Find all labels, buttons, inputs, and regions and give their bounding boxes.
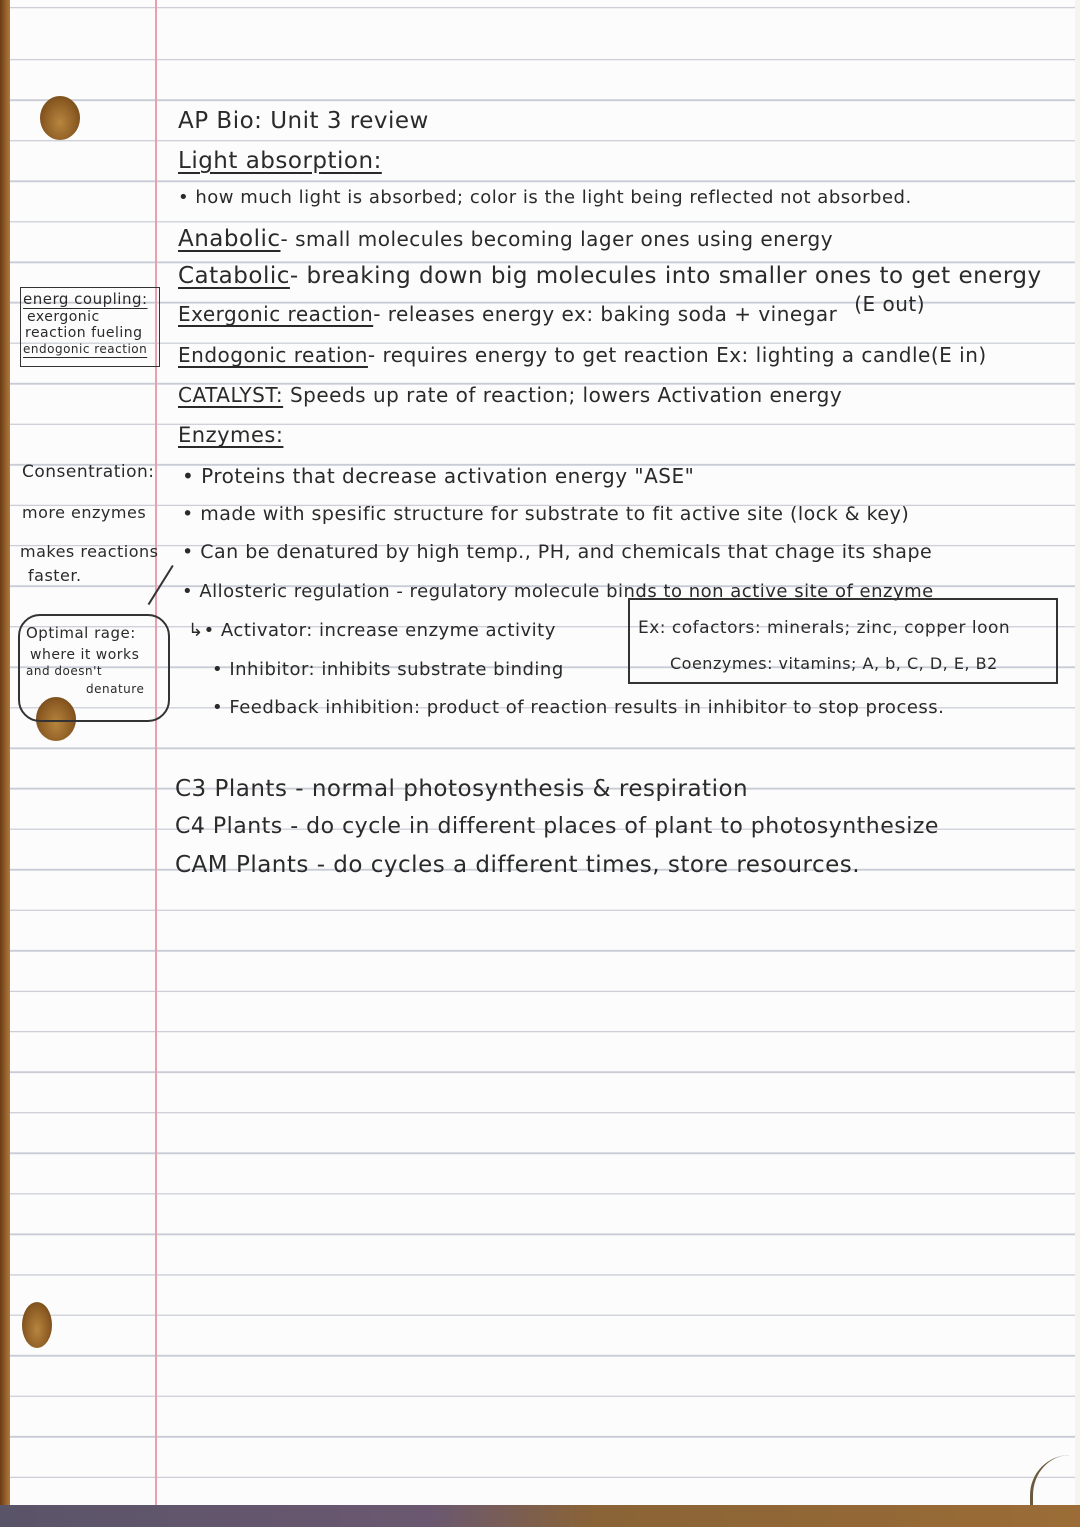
energy-coupling-box	[20, 287, 160, 367]
exergonic-note: (E out)	[854, 292, 926, 316]
page-title: AP Bio: Unit 3 review	[178, 108, 429, 134]
catabolic-line	[178, 263, 1042, 289]
enzyme-bullet-4: • Allosteric regulation - regulatory molecule binds to non active site of enzyme	[182, 581, 934, 602]
concentration-line-1: Consentration:	[22, 462, 155, 482]
desk-surface	[0, 1505, 1080, 1527]
endergonic-term: Endogonic reation	[178, 343, 368, 367]
concentration-line-3: makes reactions	[20, 542, 159, 561]
enzyme-bullet-2: • made with spesific structure for substrate to fit active site (lock & key)	[182, 503, 910, 525]
example-coenzymes: Coenzymes: vitamins; A, b, C, D, E, B2	[670, 654, 998, 673]
optimal-range-line-2: where it works	[30, 647, 140, 663]
catalyst-definition: Speeds up rate of reaction; lowers Activation energy	[289, 383, 843, 407]
energy-coupling-line-1: exergonic	[27, 309, 100, 325]
optimal-range-line-4: denature	[86, 682, 145, 696]
concentration-line-4: faster.	[28, 566, 82, 585]
endergonic-definition: - requires energy to get reaction Ex: lighting a candle	[367, 343, 931, 367]
example-cofactors: Ex: cofactors: minerals; zinc, copper loon	[638, 618, 1011, 638]
concentration-line-2: more enzymes	[22, 503, 147, 522]
exergonic-line	[178, 292, 926, 326]
enzyme-bullet-1: • Proteins that decrease activation energy "ASE"	[182, 464, 695, 488]
enzyme-bullet-3: • Can be denatured by high temp., PH, and chemicals that chage its shape	[182, 541, 933, 563]
energy-coupling-heading: energ coupling:	[23, 290, 148, 308]
enzyme-feedback-inhibition: • Feedback inhibition: product of reaction results in inhibitor to stop process.	[212, 697, 945, 718]
margin-line	[155, 0, 157, 1510]
energy-coupling-line-3: endogonic reaction	[23, 342, 148, 356]
anabolic-term: Anabolic	[178, 226, 281, 252]
catalyst-line	[178, 383, 842, 407]
enzyme-activator: ↳• Activator: increase enzyme activity	[188, 620, 556, 641]
anabolic-line	[178, 226, 833, 252]
energy-coupling-line-2: reaction fueling	[25, 325, 143, 341]
exergonic-definition: - releases energy ex: baking soda + vinegar	[373, 302, 838, 326]
endergonic-note: (E in)	[930, 343, 987, 367]
binder-hole-top	[40, 96, 80, 140]
example-box	[628, 598, 1058, 684]
cam-plants-line: CAM Plants - do cycles a different times, store resources.	[175, 852, 861, 878]
catabolic-term: Catabolic	[178, 263, 290, 289]
catabolic-definition: - breaking down big molecules into smaller ones to get energy	[289, 263, 1042, 289]
exergonic-term: Exergonic reaction	[178, 302, 374, 326]
anabolic-definition: - small molecules becoming lager ones using energy	[280, 227, 834, 251]
light-absorption-bullet: • how much light is absorbed; color is the light being reflected not absorbed.	[178, 187, 912, 208]
endergonic-line	[178, 343, 987, 367]
c4-plants-line: C4 Plants - do cycle in different places of plant to photosynthesize	[175, 814, 939, 839]
c3-plants-line: C3 Plants - normal photosynthesis & respiration	[175, 776, 749, 802]
optimal-range-line-1: Optimal rage:	[26, 624, 136, 642]
heading-enzymes: Enzymes:	[178, 423, 284, 447]
enzyme-inhibitor: • Inhibitor: inhibits substrate binding	[212, 659, 564, 680]
heading-light-absorption: Light absorption:	[178, 148, 382, 174]
catalyst-term: CATALYST:	[178, 383, 284, 407]
binder-hole-bottom	[22, 1302, 52, 1348]
binder-edge	[0, 0, 10, 1527]
optimal-range-cloud	[18, 614, 170, 722]
optimal-range-line-3: and doesn't	[26, 664, 103, 678]
